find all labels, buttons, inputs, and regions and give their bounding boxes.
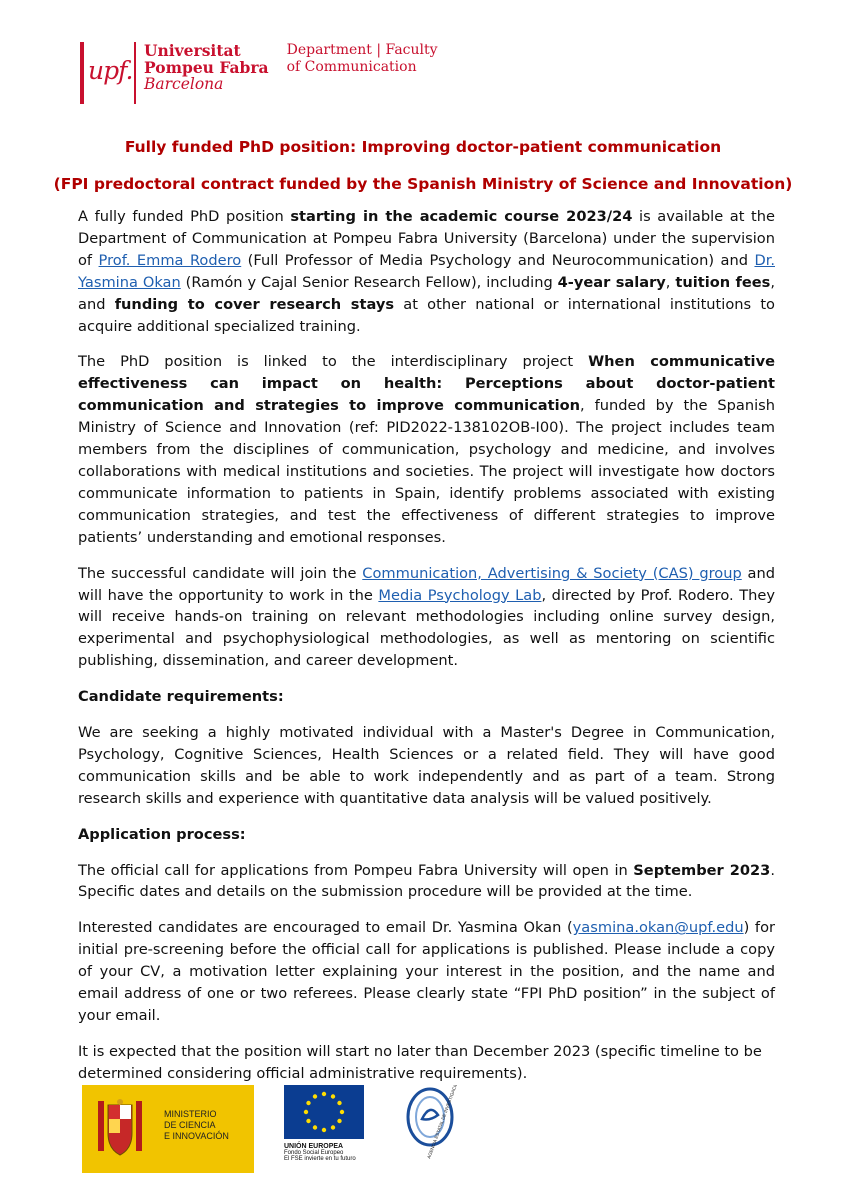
paragraph-contact: Interested candidates are encouraged to email Dr. Yasmina Okan (yasmina.okan@upf.edu) for initial pre-screening before the official call for applications is published. Please include a copy of your CV, a motivation letter explaining your interest in the position, and the name and email address of one or two referees. Please clearly state “FPI PhD position” in the subject of your email.: [78, 919, 775, 1024]
document-body: [78, 206, 775, 1085]
ministry-logo: [82, 1085, 254, 1173]
paragraph-application-call: The official call for applications from Pompeu Fabra University will open in September 2023. Specific dates and details on the submission procedure will be provided at the time.: [78, 861, 775, 901]
eu-flag-icon: [284, 1085, 364, 1139]
ministry-name: MINISTERIO DE CIENCIA E INNOVACIÓN: [164, 1109, 229, 1141]
paragraph-start-date: It is expected that the position will start no later than December 2023 (specific timeline to be determined considering official administrative requirements).: [78, 1042, 762, 1082]
paragraph-project: The PhD position is linked to the interdisciplinary project When communicative effectiveness can impact on health: Perceptions about doctor-patient communication and strategies to improve communication, funded by the Spanish Ministry of Science and Innovation (ref: PID2022-138102OB-I00). The project includes team members from the disciplines of communication, psychology and medicine, and involves collaborations with medical institutions and societies. The project will investigate how doctors communicate information to patients in Spain, identify problems associated with existing communication strategies, and test the effectiveness of different strategies to improve patients’ understanding and emotional responses.: [78, 353, 775, 546]
upf-logo-mark: upf.: [88, 56, 133, 85]
university-name: Universitat Pompeu Fabra Barcelona: [144, 41, 269, 93]
link-emma-rodero[interactable]: Prof. Emma Rodero: [98, 251, 242, 269]
eu-logo: UNIÓN EUROPEA Fondo Social Europeo El FSE invierte en tu futuro: [284, 1085, 370, 1175]
link-media-psychology-lab[interactable]: Media Psychology Lab: [378, 586, 542, 604]
paragraph-requirements: We are seeking a highly motivated individual with a Master's Degree in Communication, Psychology, Cognitive Sciences, Health Sciences or a related field. They will have good communication skills and be able to work independently and as part of a team. Strong research skills and experience with quantitative data analysis will be valued positively.: [78, 724, 775, 807]
aei-emblem-icon: [400, 1085, 460, 1177]
paragraph-intro: A fully funded PhD position starting in the academic course 2023/24 is available at the Department of Communication at Pompeu Fabra University (Barcelona) under the supervision of Prof. Emma Rodero (Full Professor of Media Psychology and Neurocommunication) and Dr. Yasmina Okan (Ramón y Cajal Senior Research Fellow), including 4-year salary, tuition fees, and funding to cover research stays at other national or international institutions to acquire additional specialized training.: [78, 208, 775, 335]
email-link[interactable]: yasmina.okan@upf.edu: [572, 919, 744, 937]
footer-logos: [82, 1085, 782, 1175]
department-name: Department | Faculty of Communication: [286, 42, 438, 75]
aei-label: AGENCIA ESTATAL DE INVESTIGACIÓN: [426, 1085, 460, 1160]
coat-of-arms-icon: [92, 1099, 148, 1159]
heading-application: Application process:: [78, 825, 246, 843]
page-subtitle: (FPI predoctoral contract funded by the Spanish Ministry of Science and Innovation): [53, 175, 793, 193]
aei-logo: [400, 1085, 460, 1177]
page-title: Fully funded PhD position: Improving doctor-patient communication: [124, 138, 722, 156]
page-header: [80, 42, 438, 104]
paragraph-group: The successful candidate will join the Communication, Advertising & Society (CAS) group and will have the opportunity to work in the Media Psychology Lab, directed by Prof. Rodero. They will receive hands-on training on relevant methodologies including online survey design, experimental and psychophysiological methodologies, as well as mentoring on scientific publishing, dissemination, and career development.: [78, 564, 775, 670]
link-cas-group[interactable]: Communication, Advertising & Society (CAS) group: [362, 564, 742, 582]
upf-logo: [80, 42, 136, 104]
heading-requirements: Candidate requirements:: [78, 688, 284, 706]
link-yasmina-okan[interactable]: Dr. Yasmina Okan: [78, 251, 775, 291]
